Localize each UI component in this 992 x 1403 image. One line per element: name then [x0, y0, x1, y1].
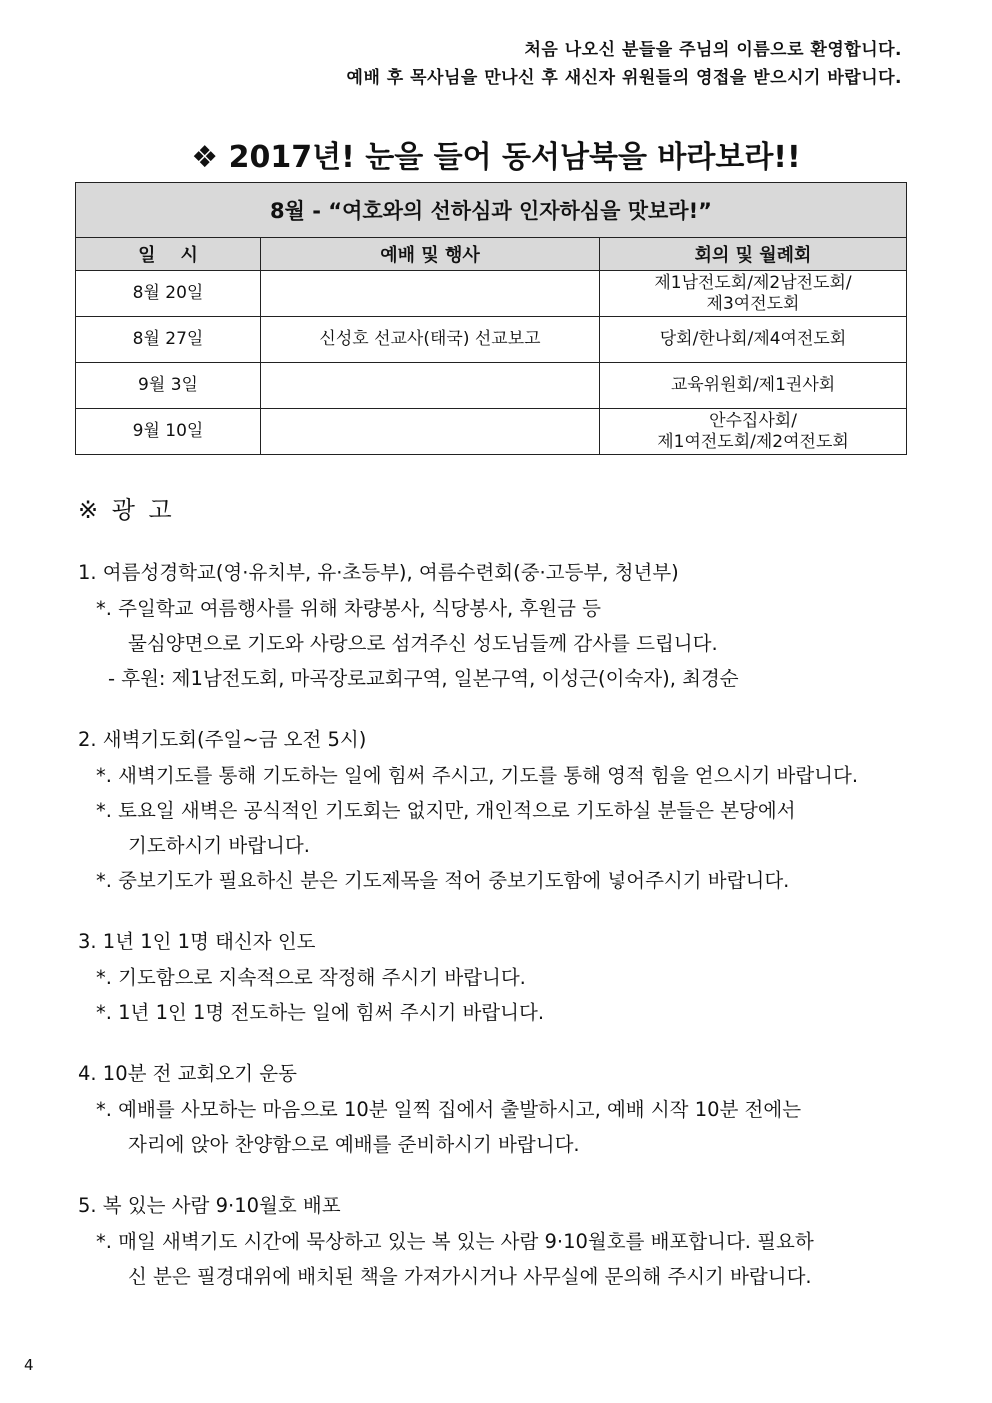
row-meeting	[600, 363, 907, 409]
notice-item	[78, 924, 958, 1030]
row-meeting	[600, 409, 907, 455]
notice-line: 자리에 앉아 찬양함으로 예배를 준비하시기 바랍니다.	[128, 1133, 580, 1156]
notice-title: 2. 새벽기도회(주일~금 오전 5시)	[78, 728, 367, 751]
table-row	[76, 363, 907, 409]
header-meeting: 회의 및 월례회	[600, 238, 907, 271]
notice-line: *. 기도함으로 지속적으로 작정해 주시기 바랍니다.	[96, 966, 526, 989]
table-row	[76, 271, 907, 317]
notice-line: *. 1년 1인 1명 전도하는 일에 힘써 주시기 바랍니다.	[96, 1001, 545, 1024]
notice-item	[78, 722, 958, 898]
row-meeting	[600, 271, 907, 317]
notices-list	[78, 555, 958, 1320]
notice-line: 기도하시기 바랍니다.	[128, 834, 310, 857]
row-event	[261, 271, 600, 317]
notice-title: 3. 1년 1인 1명 태신자 인도	[78, 930, 316, 953]
row-event: 신성호 선교사(태국) 선교보고	[261, 317, 600, 363]
notice-item	[78, 555, 958, 696]
schedule-theme-row	[76, 183, 907, 238]
header-event: 예배 및 행사	[261, 238, 600, 271]
row-date: 9월 3일	[76, 363, 261, 409]
schedule-header-row	[76, 238, 907, 271]
table-row	[76, 317, 907, 363]
notice-line: *. 주일학교 여름행사를 위해 차량봉사, 식당봉사, 후원금 등	[96, 597, 601, 620]
welcome-message	[347, 36, 902, 92]
row-event	[261, 363, 600, 409]
row-date: 8월 20일	[76, 271, 261, 317]
row-meeting-line: 교육위원회/제1권사회	[670, 375, 836, 395]
row-meeting-line: 제1남전도회/제2남전도회/	[654, 272, 852, 293]
notice-item	[78, 1056, 958, 1162]
notice-title: 1. 여름성경학교(영·유치부, 유·초등부), 여름수련회(중·고등부, 청년부)	[78, 561, 679, 584]
notice-line: 신 분은 필경대위에 배치된 책을 가져가시거나 사무실에 문의해 주시기 바랍니다.	[128, 1265, 812, 1288]
page-number: 4	[24, 1356, 34, 1374]
welcome-line-1: 처음 나오신 분들을 주님의 이름으로 환영합니다.	[524, 40, 902, 60]
notice-line: *. 중보기도가 필요하신 분은 기도제목을 적어 중보기도함에 넣어주시기 바랍니다.	[96, 869, 790, 892]
row-event	[261, 409, 600, 455]
notice-title: 5. 복 있는 사람 9·10월호 배포	[78, 1194, 341, 1217]
table-row	[76, 409, 907, 455]
row-date: 8월 27일	[76, 317, 261, 363]
schedule-table	[75, 182, 907, 455]
notice-title: 4. 10분 전 교회오기 운동	[78, 1062, 297, 1085]
row-date: 9월 10일	[76, 409, 261, 455]
notice-line: *. 매일 새벽기도 시간에 묵상하고 있는 복 있는 사람 9·10월호를 배포합니다. 필요하	[96, 1230, 814, 1253]
notice-line: *. 예배를 사모하는 마음으로 10분 일찍 집에서 출발하시고, 예배 시작 10분 전에는	[96, 1098, 802, 1121]
notice-header: ※ 광 고	[78, 496, 175, 524]
notice-line: *. 토요일 새벽은 공식적인 기도회는 없지만, 개인적으로 기도하실 분들은 본당에서	[96, 799, 796, 822]
header-date: 일 시	[76, 238, 261, 271]
main-title: ❖ 2017년! 눈을 들어 동서남북을 바라보라!!	[191, 140, 801, 175]
notice-item	[78, 1188, 958, 1294]
row-meeting	[600, 317, 907, 363]
welcome-line-2: 예배 후 목사님을 만나신 후 새신자 위원들의 영접을 받으시기 바랍니다.	[346, 68, 902, 88]
row-meeting-line: 제3여전도회	[706, 293, 800, 314]
notice-line: - 후원: 제1남전도회, 마곡장로교회구역, 일본구역, 이성근(이숙자), 최경순	[108, 667, 739, 690]
schedule-theme: 8월 - “여호와의 선하심과 인자하심을 맛보라!”	[76, 183, 907, 238]
row-meeting-line: 안수집사회/	[709, 410, 797, 431]
row-meeting-line: 당회/한나회/제4여전도회	[659, 329, 847, 349]
notice-line: 물심양면으로 기도와 사랑으로 섬겨주신 성도님들께 감사를 드립니다.	[128, 632, 718, 655]
notice-line: *. 새벽기도를 통해 기도하는 일에 힘써 주시고, 기도를 통해 영적 힘을 얻으시기 바랍니다.	[96, 764, 859, 787]
row-meeting-line: 제1여전도회/제2여전도회	[657, 431, 849, 452]
